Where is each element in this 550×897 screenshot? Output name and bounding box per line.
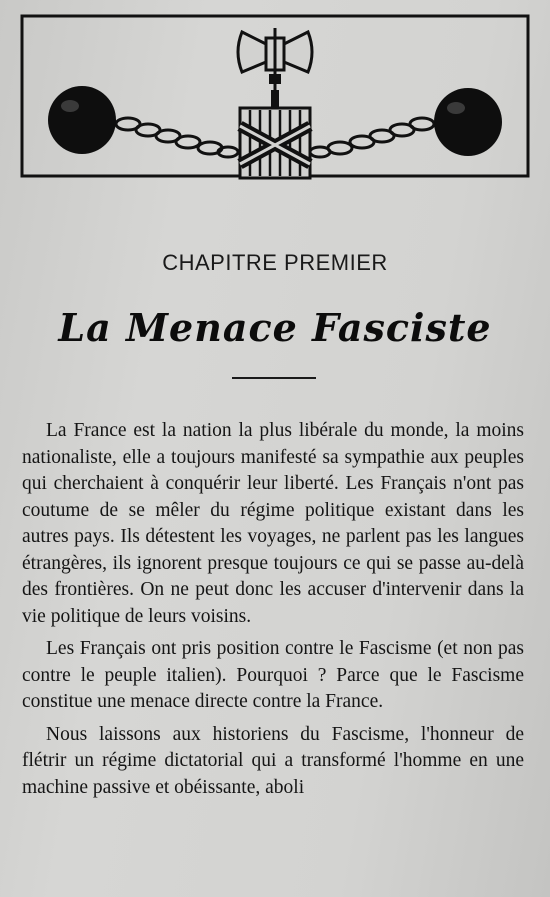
fasces-icon [238,28,312,178]
fasces-ball-and-chain-ornament [20,14,530,180]
paragraph: La France est la nation la plus libérale du monde, la moins nationaliste, elle a toujours manifesté sa sympathie aux peuples qui cherchaient à conquérir leur liberté. Les Français n'ont pas coutume de se mêler du régime politique existant dans les autres pays. Ils détestent les voyages, ne parlent pas les langues étrangères, ils ignorent presque toujours ce qui se passe au-delà des frontières. On ne peut donc les accuser d'intervenir dans la vie politique de leurs voisins. [22,420,524,627]
paragraph: Nous laissons aux historiens du Fascisme, l'honneur de flétrir un régime dictatorial qui a transformé l'homme en une machine passive et obéissante, aboli [22,723,524,798]
chapter-number-heading: CHAPITRE PREMIER [162,250,388,275]
left-iron-ball-icon [48,86,116,154]
title-divider [232,377,316,379]
right-chain-icon [310,118,434,157]
paragraph: Les Français ont pris position contre le Fascisme (et non pas contre le peuple italien). Pourquoi ? Parce que le Fascisme constitue une menace directe contre la France. [22,638,524,712]
chapter-title: La Menace Fasciste [58,305,492,350]
chapter-body [22,418,524,807]
right-iron-ball-icon [434,88,502,156]
left-chain-icon [116,118,238,157]
